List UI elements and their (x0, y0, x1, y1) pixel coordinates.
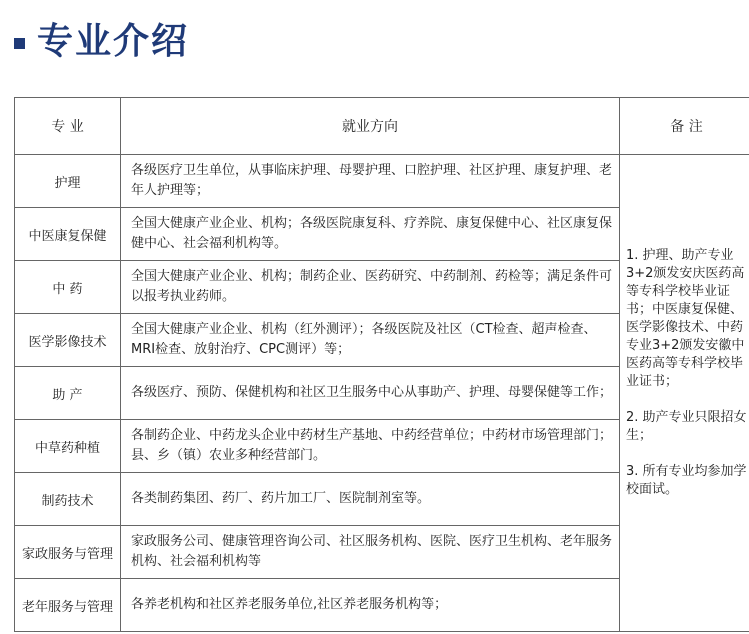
major-table (14, 97, 749, 632)
notes-cell (620, 155, 749, 632)
page-title: 专业介绍 (37, 20, 190, 62)
page-header (14, 8, 189, 68)
major-direction: 各类制药集团、药厂、药片加工厂、医院制剂室等。 (121, 473, 620, 526)
major-direction: 全国大健康产业企业、机构；各级医院康复科、疗养院、康复保健中心、社区康复保健中心、社会福利机构等。 (121, 208, 620, 261)
table-header-row (15, 98, 749, 155)
note-item: 3. 所有专业均参加学校面试。 (626, 464, 747, 497)
major-name: 助 产 (15, 367, 121, 420)
major-direction: 家政服务公司、健康管理咨询公司、社区服务机构、医院、医疗卫生机构、老年服务机构、社会福利机构等 (121, 526, 620, 579)
header-major: 专 业 (15, 98, 121, 155)
table-row (15, 155, 749, 208)
major-name: 制药技术 (15, 473, 121, 526)
major-direction: 全国大健康产业企业、机构（红外测评）；各级医院及社区（CT检查、超声检查、MRI检查、放射治疗、CPC测评）等； (121, 314, 620, 367)
major-name: 中 药 (15, 261, 121, 314)
major-name: 医学影像技术 (15, 314, 121, 367)
major-direction: 各级医疗卫生单位，从事临床护理、母婴护理、口腔护理、社区护理、康复护理、老年人护理等； (121, 155, 620, 208)
title-bullet-square (14, 38, 25, 49)
major-name: 中草药种植 (15, 420, 121, 473)
major-name: 护理 (15, 155, 121, 208)
note-item: 1. 护理、助产专业3+2颁发安庆医药高等专科学校毕业证书；中医康复保健、医学影像技术、中药专业3+2颁发安徽中医药高等专科学校毕业证书； (626, 248, 745, 389)
major-name: 老年服务与管理 (15, 579, 121, 632)
major-name: 家政服务与管理 (15, 526, 121, 579)
major-direction: 全国大健康产业企业、机构；制药企业、医药研究、中药制剂、药检等；满足条件可以报考执业药师。 (121, 261, 620, 314)
major-direction: 各养老机构和社区养老服务单位,社区养老服务机构等； (121, 579, 620, 632)
header-direction: 就业方向 (121, 98, 620, 155)
header-note: 备 注 (620, 98, 749, 155)
major-direction: 各制药企业、中药龙头企业中药材生产基地、中药经营单位；中药材市场管理部门；县、乡（镇）农业多种经营部门。 (121, 420, 620, 473)
major-direction: 各级医疗、预防、保健机构和社区卫生服务中心从事助产、护理、母婴保健等工作； (121, 367, 620, 420)
note-item: 2. 助产专业只限招女生； (626, 410, 747, 443)
major-name: 中医康复保健 (15, 208, 121, 261)
